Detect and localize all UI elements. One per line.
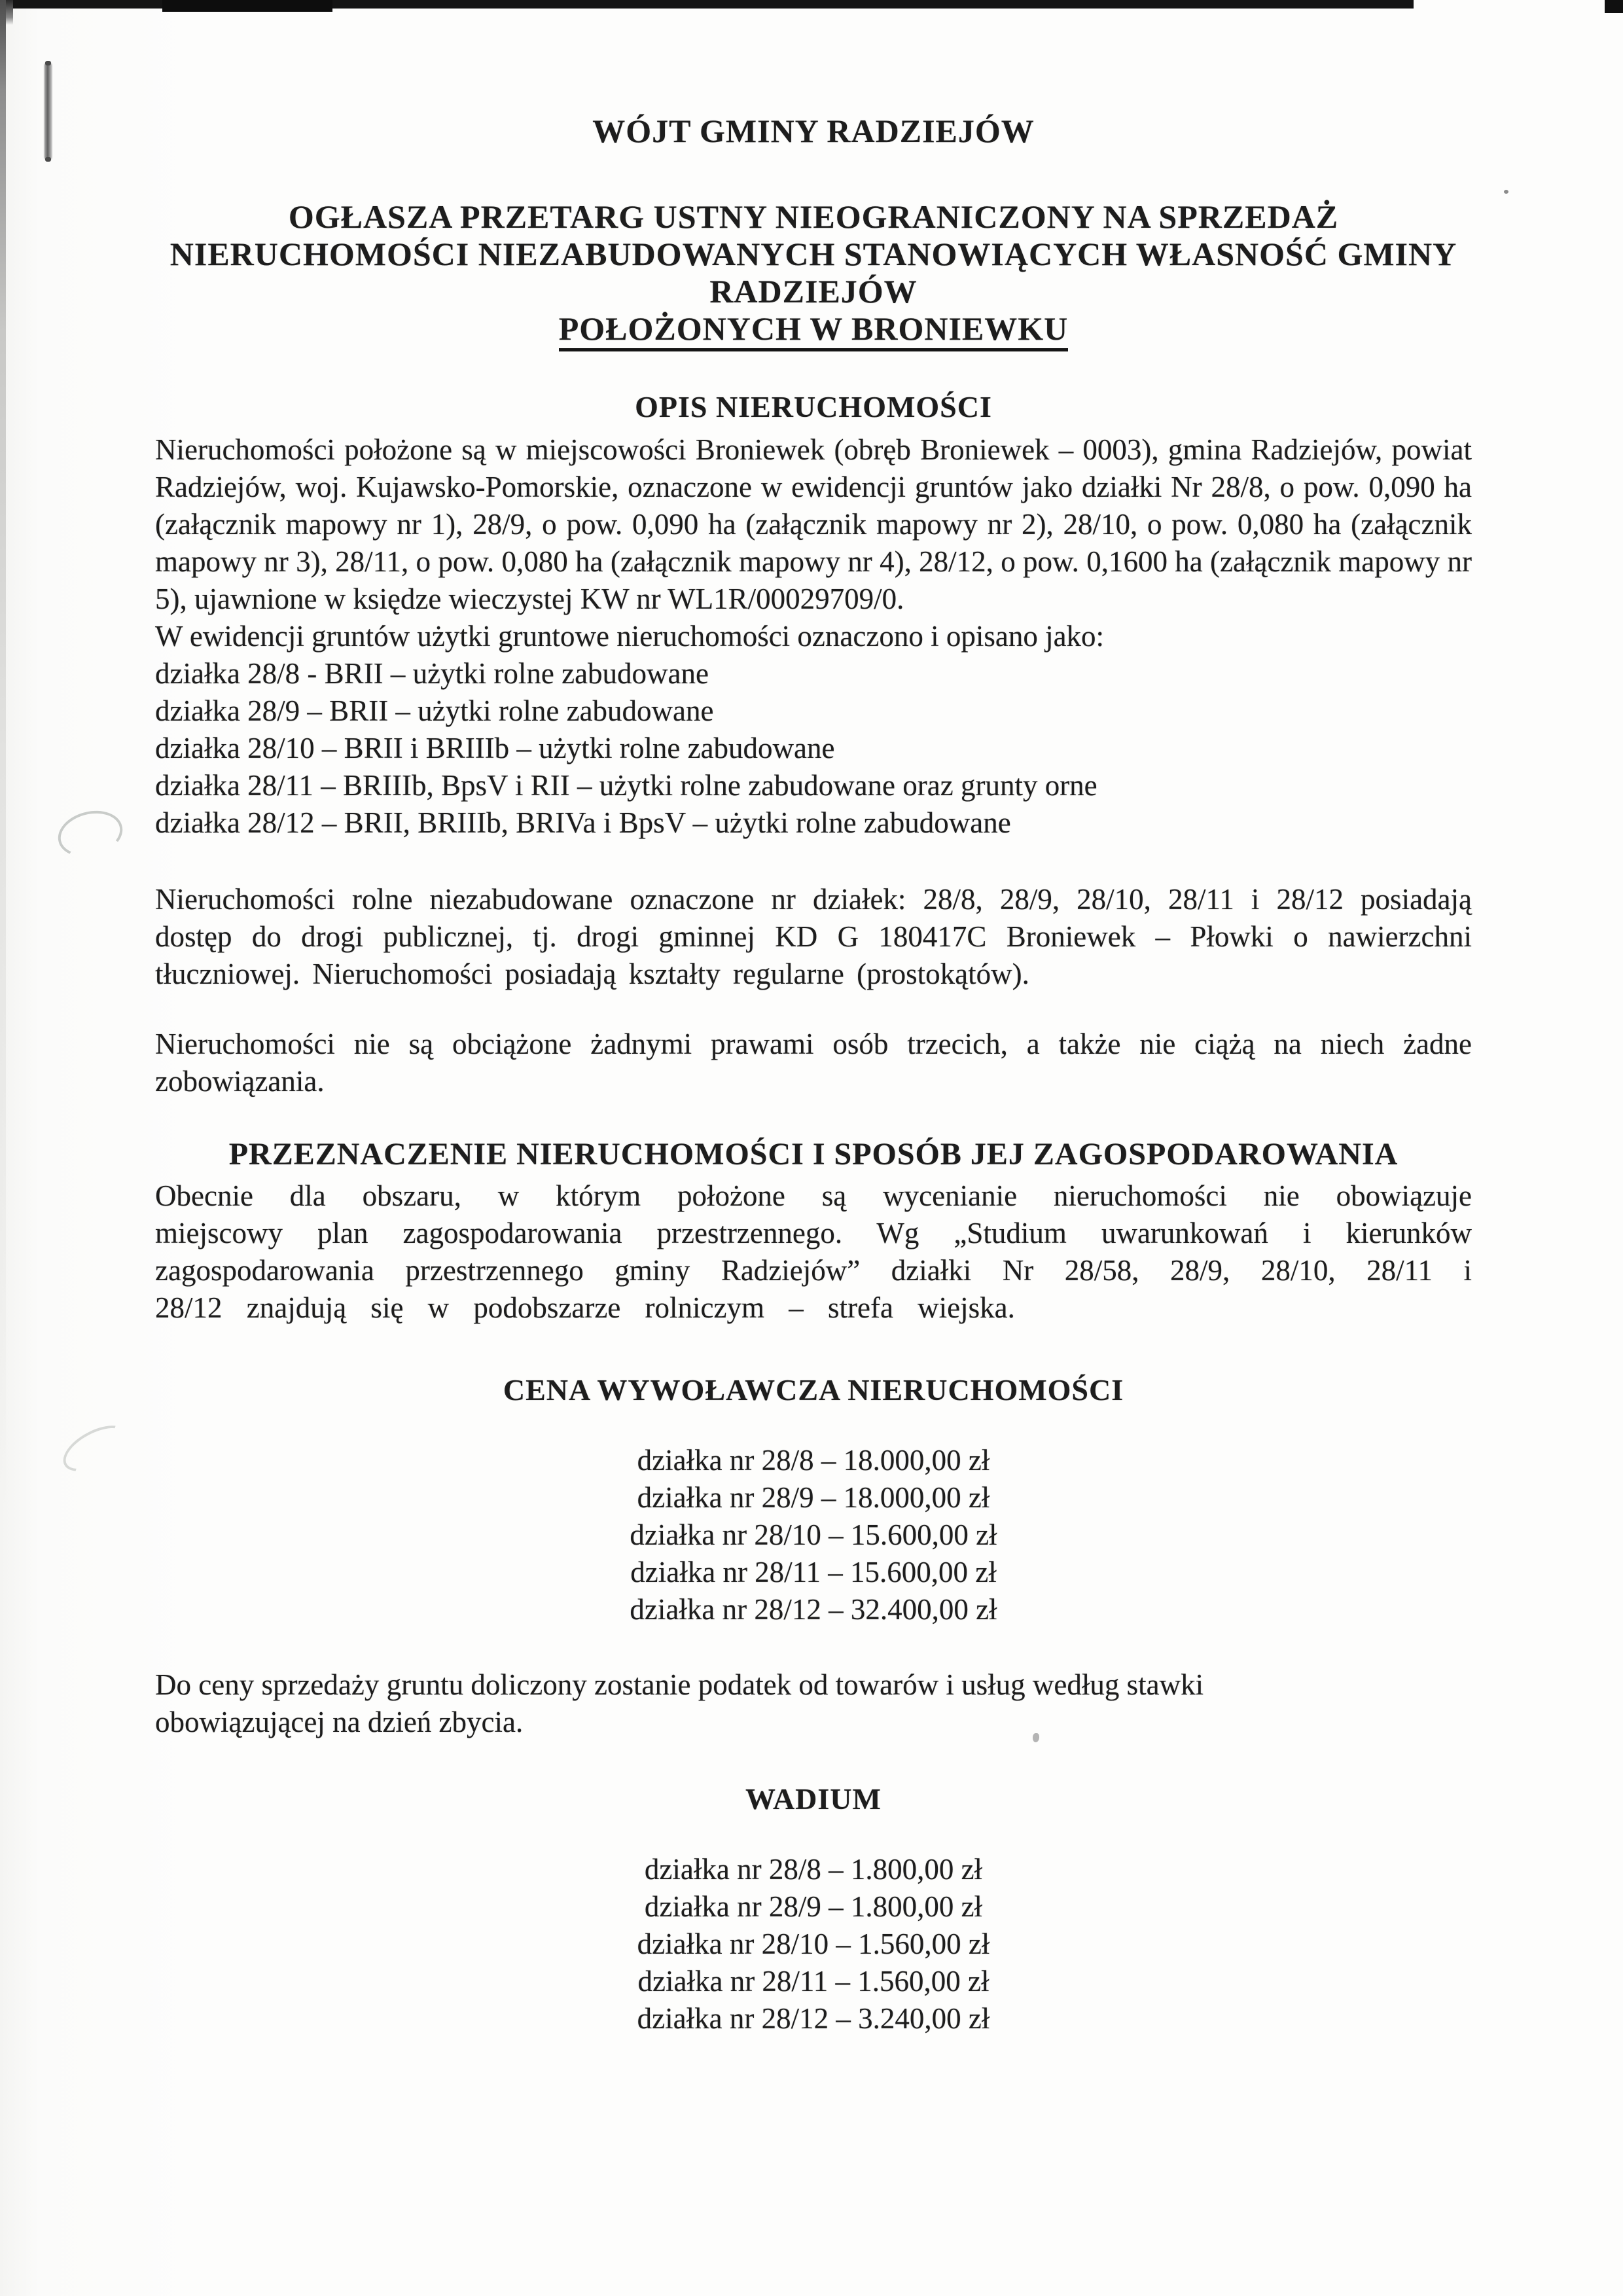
section-heading-przeznaczenie: PRZEZNACZENIE NIERUCHOMOŚCI I SPOSÓB JEJ ZAGOSPODAROWANIA <box>228 1137 1399 1172</box>
przeznaczenie-paragraph: Obecnie dla obszaru, w którym położone są wycenianie nieruchomości nie obowiązuje miejscowy plan zagospodarowania przestrzennego. Wg „Studium uwarunkowań i kierunków zagospodarowania przestrzennego gminy Radziejów” działki Nr 28/58, 28/9, 28/10, 28/11 i 28/12 znajdują się w podobszarze rolniczym – strefa wiejska. <box>155 1179 1472 1324</box>
scan-smudge-circle <box>53 804 127 863</box>
section-heading-cena: CENA WYWOŁAWCZA NIERUCHOMOŚCI <box>503 1373 1124 1407</box>
encumbrance-paragraph: Nieruchomości nie są obciążone żadnymi prawami osób trzecich, a także nie ciążą na niech żadne zobowiązania. <box>155 1028 1472 1098</box>
section-heading-opis: OPIS NIERUCHOMOŚCI <box>635 390 992 423</box>
scan-smudge-squiggle <box>56 1416 135 1480</box>
opis-intro-paragraph: Nieruchomości położone są w miejscowości Broniewek (obręb Broniewek – 0003), gmina Radziejów, powiat Radziejów, woj. Kujawsko-Pomorskie, oznaczone w ewidencji gruntów jako działki Nr 28/8, o pow. 0,090 ha (załącznik mapowy nr 1), 28/9, o pow. 0,090 ha (załącznik mapowy nr 2), 28/10, o pow. 0,080 ha (załącznik mapowy nr 3), 28/11, o pow. 0,080 ha (załącznik mapowy nr 4), 28/12, o pow. 0,1600 ha (załącznik mapowy nr 5), ujawnione w księdze wieczystej KW nr WL1R/00029709/0. <box>155 433 1472 615</box>
document-content <box>155 0 1472 2037</box>
wadium-item: działka nr 28/10 – 1.560,00 zł <box>637 1928 990 1960</box>
price-item: działka nr 28/12 – 32.400,00 zł <box>630 1593 997 1626</box>
wadium-item: działka nr 28/11 – 1.560,00 zł <box>637 1965 990 1998</box>
dzialka-use-list <box>155 618 1472 842</box>
announcement-heading <box>155 198 1472 351</box>
location-underlined-text: POŁOŻONYCH W BRONIEWKU <box>559 310 1069 351</box>
announcement-line-1: OGŁASZA PRZETARG USTNY NIEOGRANICZONY NA SPRZEDAŻ <box>288 198 1339 235</box>
staple-mark <box>45 62 52 160</box>
vat-note: Do ceny sprzedaży gruntu doliczony zostanie podatek od towarów i usług według stawki obowiązującej na dzień zbycia. <box>155 1668 1204 1738</box>
dzialka-use-item: działka 28/8 - BRII – użytki rolne zabudowane <box>155 657 709 690</box>
dzialka-use-item: działka 28/10 – BRII i BRIIIb – użytki rolne zabudowane <box>155 732 835 764</box>
announcement-line-2: NIERUCHOMOŚCI NIEZABUDOWANYCH STANOWIĄCYCH WŁASNOŚĆ GMINY <box>169 236 1457 272</box>
price-item: działka nr 28/10 – 15.600,00 zł <box>630 1518 997 1551</box>
announcement-line-3: RADZIEJÓW <box>709 273 918 310</box>
price-list <box>155 1442 1472 1628</box>
access-paragraph: Nieruchomości rolne niezabudowane oznaczone nr działek: 28/8, 28/9, 28/10, 28/11 i 28/12 posiadają dostęp do drogi publicznej, tj. drogi gminnej KD G 180417C Broniewek – Płowki o nawierzchni tłuczniowej. Nieruchomości posiadają kształty regularne (prostokątów). <box>155 883 1472 990</box>
location-heading <box>155 310 1472 351</box>
dzialka-use-item: działka 28/9 – BRII – użytki rolne zabudowane <box>155 694 714 727</box>
wadium-item: działka nr 28/12 – 3.240,00 zł <box>637 2002 990 2035</box>
wadium-item: działka nr 28/9 – 1.800,00 zł <box>644 1890 983 1923</box>
price-item: działka nr 28/11 – 15.600,00 zł <box>630 1556 997 1588</box>
authority-title: WÓJT GMINY RADZIEJÓW <box>592 113 1035 149</box>
ewidencja-intro: W ewidencji gruntów użytki gruntowe nieruchomości oznaczono i opisano jako: <box>155 620 1105 653</box>
section-heading-wadium: WADIUM <box>745 1782 882 1816</box>
scan-speck-1 <box>1504 190 1508 194</box>
wadium-list <box>155 1851 1472 2037</box>
dzialka-use-item: działka 28/11 – BRIIIb, BpsV i RII – użytki rolne zabudowane oraz grunty orne <box>155 769 1097 802</box>
price-item: działka nr 28/9 – 18.000,00 zł <box>637 1481 990 1514</box>
dzialka-use-item: działka 28/12 – BRII, BRIIIb, BRIVa i BpsV – użytki rolne zabudowane <box>155 806 1011 839</box>
wadium-item: działka nr 28/8 – 1.800,00 zł <box>644 1853 983 1886</box>
scan-top-right-corner-artifact <box>1605 0 1623 13</box>
price-item: działka nr 28/8 – 18.000,00 zł <box>637 1444 990 1477</box>
scan-left-edge-shadow <box>0 0 6 1505</box>
